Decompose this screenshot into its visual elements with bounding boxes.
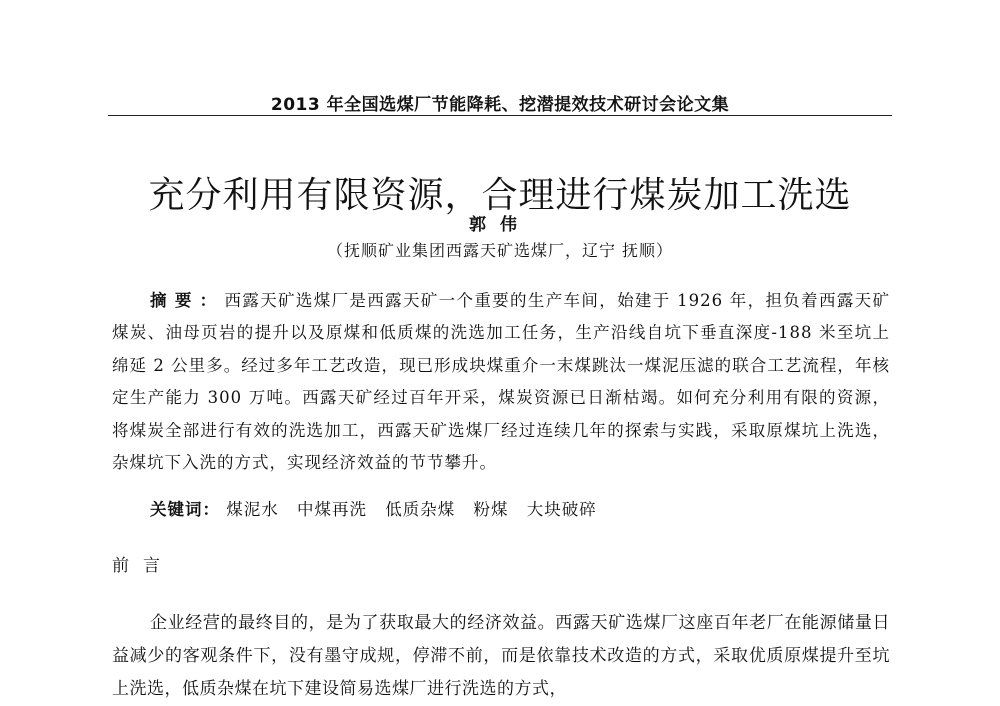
header-rule [108,115,892,116]
abstract [112,285,890,480]
abstract-text: 西露天矿选煤厂是西露天矿一个重要的生产车间，始建于 1926 年，担负着西露天矿煤炭、油母页岩的提升以及原煤和低质煤的洗选加工任务，生产沿线自坑下垂直深度-188 米至坑上绵延 2 公里多。经过多年工艺改造，现已形成块煤重介一末煤跳汰一煤泥压滤的联合工艺流程，年核定生产能力 300 万吨。西露天矿经过百年开采，煤炭资源已日渐枯竭。如何充分利用有限的资源，将煤炭全部进行有效的洗选加工，西露天矿选煤厂经过连续几年的探索与实践，采取原煤坑上洗选，杂煤坑下入洗的方式，实现经济效益的节节攀升。 [112,290,891,472]
author-affiliation: （抚顺矿业集团西露天矿选煤厂，辽宁 抚顺） [326,241,674,260]
keyword: 煤泥水 [226,500,279,519]
keywords [150,495,890,525]
keyword: 中煤再洗 [297,500,367,519]
paper-title: 充分利用有限资源，合理进行煤炭加工洗选 [148,175,852,217]
body-paragraph: 企业经营的最终目的，是为了获取最大的经济效益。西露天矿选煤厂这座百年老厂在能源储量日益减少的客观条件下，没有墨守成规，停滞不前，而是依靠技术改造的方式，采取优质原煤提升至坑上洗选，低质杂煤在坑下建设简易选煤厂进行洗选的方式， [112,613,890,699]
keywords-label: 关键词： [150,500,220,519]
keyword: 粉煤 [473,500,509,519]
keyword: 大块破碎 [526,500,597,519]
running-header: 2013 年全国选煤厂节能降耗、挖潜提效技术研讨会论文集 [270,95,730,115]
abstract-label: 摘要： [150,290,225,310]
keyword: 低质杂煤 [385,500,456,519]
author-name: 郭伟 [469,215,531,235]
section-heading: 前言 [112,556,174,576]
